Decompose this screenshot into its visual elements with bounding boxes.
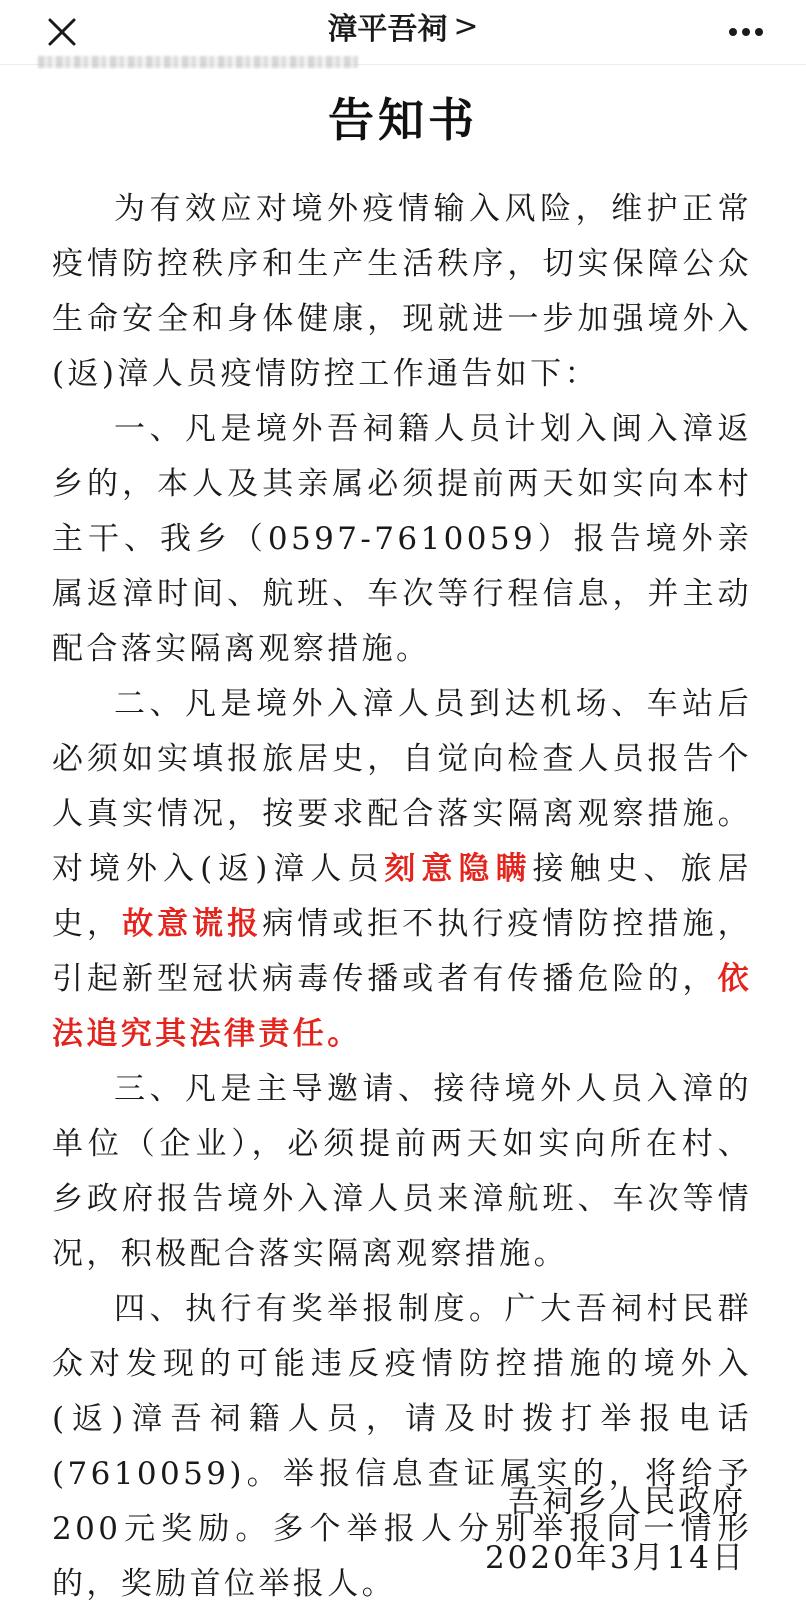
emphasis-deliberate-concealment: 刻意隐瞒 bbox=[384, 851, 533, 887]
account-name-link[interactable] bbox=[0, 0, 806, 52]
chevron-right-icon: > bbox=[453, 8, 479, 44]
emphasis-legal-liability: 依法追究其法律责任。 bbox=[52, 961, 752, 1052]
clause-four: 四、执行有奖举报制度。广大吾祠村民群众对发现的可能违反疫情防控措施的境外入(返)漳吾祠籍人员，请及时拨打举报电话(7610059)。举报信息查证属实的，将给予200元奖励。多个举报人分别举报同一情形的，奖励首位举报人。 bbox=[52, 1291, 752, 1602]
account-name: 漳平吾祠 bbox=[327, 12, 448, 47]
intro-paragraph: 为有效应对境外疫情输入风险，维护正常疫情防控秩序和生产生活秩序，切实保障公众生命安全和身体健康，现就进一步加强境外入(返)漳人员疫情防控工作通告如下： bbox=[52, 191, 752, 392]
clause-three: 三、凡是主导邀请、接待境外人员入漳的单位（企业），必须提前两天如实向所在村、乡政府报告境外入漳人员来漳航班、车次等情况，积极配合落实隔离观察措施。 bbox=[52, 1071, 752, 1272]
blurred-header-strip bbox=[38, 56, 358, 68]
signature-organization: 吾祠乡人民政府 bbox=[508, 1484, 746, 1520]
more-icon bbox=[728, 27, 764, 37]
signature-block bbox=[485, 1474, 746, 1586]
more-options-button[interactable] bbox=[724, 10, 768, 54]
clause-two-text-b: 接触史、旅居史， bbox=[52, 851, 752, 942]
emphasis-false-report: 故意谎报 bbox=[122, 906, 263, 942]
clause-two-text-a: 二、凡是境外入漳人员到达机场、车站后必须如实填报旅居史，自觉向检查人员报告个人真实情况，按要求配合落实隔离观察措施。对境外入(返)漳人员 bbox=[52, 686, 752, 887]
notice-body bbox=[52, 182, 752, 1612]
clause-two-text-c: 病情或拒不执行疫情防控措施，引起新型冠状病毒传播或者有传播危险的， bbox=[52, 906, 752, 997]
signature-date: 2020年3月14日 bbox=[484, 1540, 746, 1576]
document-title: 告知书 bbox=[328, 93, 478, 147]
clause-two bbox=[52, 677, 752, 1062]
clause-one: 一、凡是境外吾祠籍人员计划入闽入漳返乡的，本人及其亲属必须提前两天如实向本村主干、我乡（0597-7610059）报告境外亲属返漳时间、航班、车次等行程信息，并主动配合落实隔离观察措施。 bbox=[52, 411, 752, 667]
